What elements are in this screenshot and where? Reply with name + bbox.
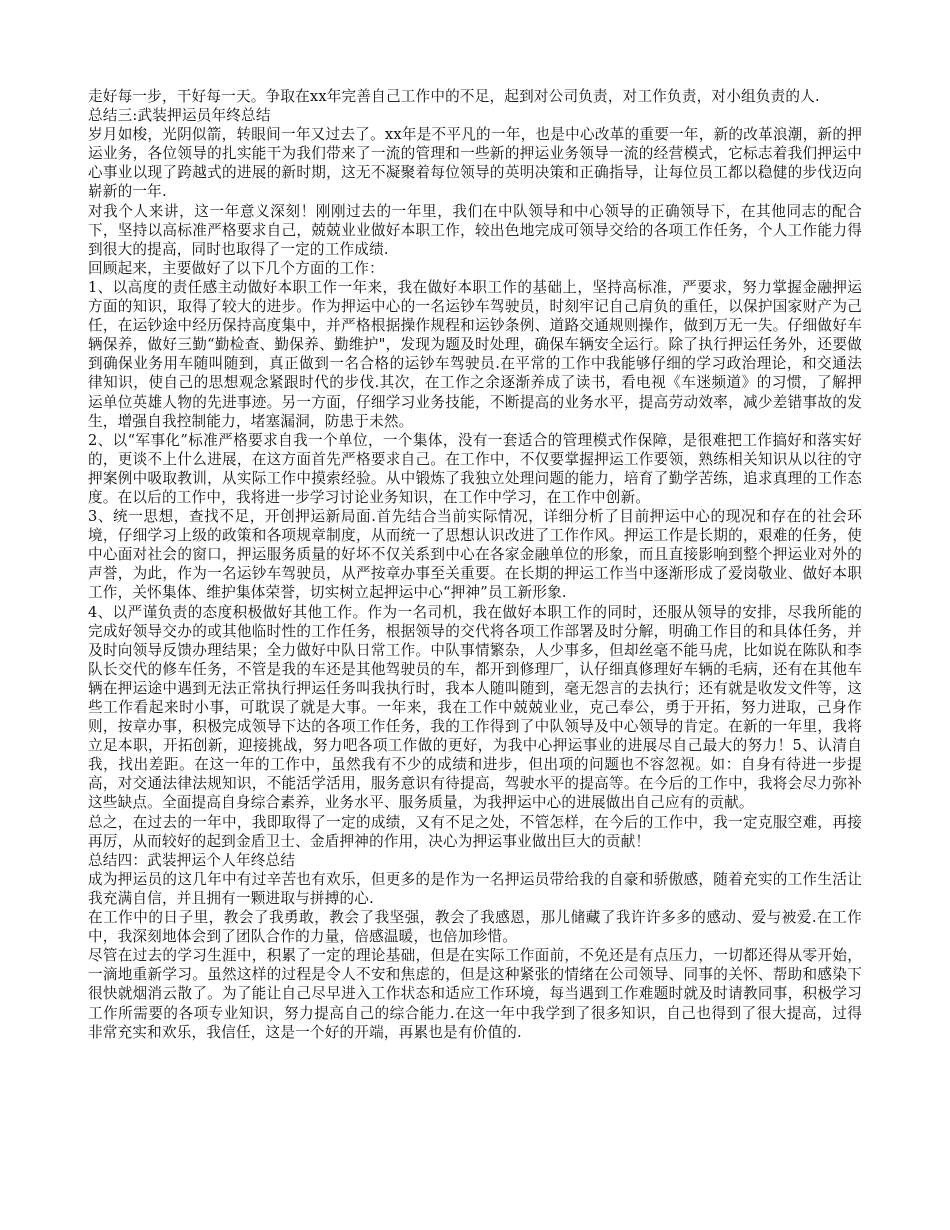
paragraph: 3、统一思想，查找不足，开创押运新局面.首先结合当前实际情况，详细分析了目前押运中心的现况和存在的社会环境，仔细学习上级的政策和各项规章制度，从而统一了思想认识改进了工作作风。押运工作是长期的，艰难的任务，使中心面对社会的窗口，押运服务质量的好坏不仅关系到中心在各家金融单位的形象，而且直接影响到整个押运业对外的声誉，为此，作为一名运钞车驾驶员，从严按章办事至关重要。在长期的押运工作当中逐渐形成了爱岗敬业、做好本职工作，关怀集体、维护集体荣誉，切实树立起押运中心“押神”员工新形象. (88, 508, 862, 602)
paragraph: 走好每一步，干好每一天。争取在xx年完善自己工作中的不足，起到对公司负责，对工作负责，对小组负责的人. (88, 88, 820, 105)
paragraph: 回顾起来，主要做好了以下几个方面的工作： (88, 259, 384, 277)
paragraph: 对我个人来讲，这一年意义深刻！刚刚过去的一年里，我们在中队领导和中心领导的正确领导下，在其他同志的配合下，坚持以高标准严格要求自己，兢兢业业做好本职工作，较出色地完成可领导交给的各项工作任务，个人工作能力得到很大的提高，同时也取得了一定的工作成绩. (88, 202, 862, 258)
paragraph: 成为押运员的这几年中有过辛苦也有欢乐，但更多的是作为一名押运员带给我的自豪和骄傲感，随着充实的工作生活让我充满自信，并且拥有一颗进取与拼搏的心. (88, 870, 862, 907)
paragraph: 在工作中的日子里，教会了我勇敢，教会了我坚强，教会了我感恩，那儿储藏了我许许多多的感动、爱与被爱.在工作中，我深刻地体会到了团队合作的力量，倍感温暖，也倍加珍惜。 (88, 909, 862, 946)
paragraph: 岁月如梭，光阴似箭，转眼间一年又过去了。xx年是不平凡的一年，也是中心改革的重要一年，新的改革浪潮，新的押运业务，各位领导的扎实能干为我们带来了一流的管理和一些新的押运业务领导一流的经营模式，它标志着我们押运中心事业以现了跨越式的进展的新时期，这无不凝聚着每位领导的英明决策和正确指导，让每位员工都以稳健的步伐迈向崭新的一年. (88, 126, 862, 201)
document-body (88, 87, 862, 1042)
paragraph: 尽管在过去的学习生涯中，积累了一定的理论基础，但是在实际工作面前，不免还是有点压力，一切都还得从零开始，一滴地重新学习。虽然这样的过程是令人不安和焦虑的，但是这种紧张的情绪在公司领导、同事的关怀、帮助和感染下很快就烟消云散了。为了能让自己尽早进入工作状态和适应工作环境，每当遇到工作难题时就及时请教同事，积极学习工作所需要的各项专业知识，努力提高自己的综合能力.在这一年中我学到了很多知识，自己也得到了很大提高，过得非常充实和欢乐，我信任，这是一个好的开端，再累也是有价值的. (88, 947, 862, 1041)
section-heading: 总结三:武装押运员年终总结 (88, 107, 271, 125)
paragraph: 1、以高度的责任感主动做好本职工作一年来，我在做好本职工作的基础上，坚持高标准，严要求，努力掌握金融押运方面的知识，取得了较大的进步。作为押运中心的一名运钞车驾驶员，时刻牢记自己肩负的重任，以保护国家财产为己任，在运钞途中经历保持高度集中，并严格根据操作规程和运钞条例、道路交通规则操作，做到万无一失。仔细做好车辆保养，做好三勤“勤检查、勤保养、勤维护"，发现为题及时处理，确保车辆安全运行。除了执行押运任务外，还要做到确保业务用车随叫随到，真正做到一名合格的运钞车驾驶员.在平常的工作中我能够仔细的学习政治理论，和交通法律知识，使自己的思想观念紧跟时代的步伐.其次，在工作之余逐渐养成了读书，看电视《车迷频道》的习惯，了解押运单位英雄人物的先进事迹。另一方面，仔细学习业务技能，不断提高的业务水平，提高劳动效率，减少差错事故的发生，增强自我控制能力，堵塞漏洞，防患于未然。 (88, 278, 862, 430)
section-heading: 总结四：武装押运个人年终总结 (88, 851, 296, 869)
paragraph: 2、以“军事化”标准严格要求自我一个单位，一个集体，没有一套适合的管理模式作保障，是很难把工作搞好和落实好的，更谈不上什么进展，在这方面首先严格要求自己。在工作中，不仅要掌握押运工作要领，熟练相关知识从以往的守押案例中吸取教训，从实际工作中摸索经验。从中锻炼了我独立处理问题的能力，培育了勤学苦练，追求真理的工作态度。在以后的工作中，我将进一步学习讨论业务知识，在工作中学习，在工作中创新。 (88, 431, 862, 506)
paragraph: 4、以严谨负责的态度积极做好其他工作。作为一名司机，我在做好本职工作的同时，还服从领导的安排，尽我所能的完成好领导交办的或其他临时性的工作任务，根据领导的交代将各项工作部署及时分解，明确工作目的和具体任务，并及时向领导反馈办理结果；全力做好中队日常工作。中队事情繁杂，人少事多，但却丝毫不能马虎，比如说在陈队和李队长交代的修车任务，不管是我的车还是其他驾驶员的车，都开到修理厂，认仔细真修理好车辆的毛病，还有在其他车辆在押运途中遇到无法正常执行押运任务叫我执行时，我本人随叫随到，毫无怨言的去执行；还有就是收发文件等，这些工作看起来时小事，可耽误了就是大事。一年来，我在工作中兢兢业业，克己奉公，勇于开拓，努力进取，己身作则，按章办事，积极完成领导下达的各项工作任务，我的工作得到了中队领导及中心领导的肯定。在新的一年里，我将立足本职，开拓创新，迎接挑战，努力吧各项工作做的更好，为我中心押运事业的进展尽自己最大的努力！5、认清自我，找出差距。在这一年的工作中，虽然我有不少的成绩和进步，但出项的问题也不容忽视。如：自身有待进一步提高，对交通法律法规知识，不能活学活用，服务意识有待提高，驾驶水平的提高等。在今后的工作中，我将会尽力弥补这些缺点。全面提高自身综合素养，业务水平、服务质量，为我押运中心的进展做出自己应有的贡献。 (88, 603, 862, 812)
paragraph: 总之，在过去的一年中，我即取得了一定的成绩，又有不足之处，不管怎样，在今后的工作中，我一定克服空难，再接再厉，从而较好的起到金盾卫士、金盾押神的作用，决心为押运事业做出巨大的贡献！ (88, 813, 862, 850)
